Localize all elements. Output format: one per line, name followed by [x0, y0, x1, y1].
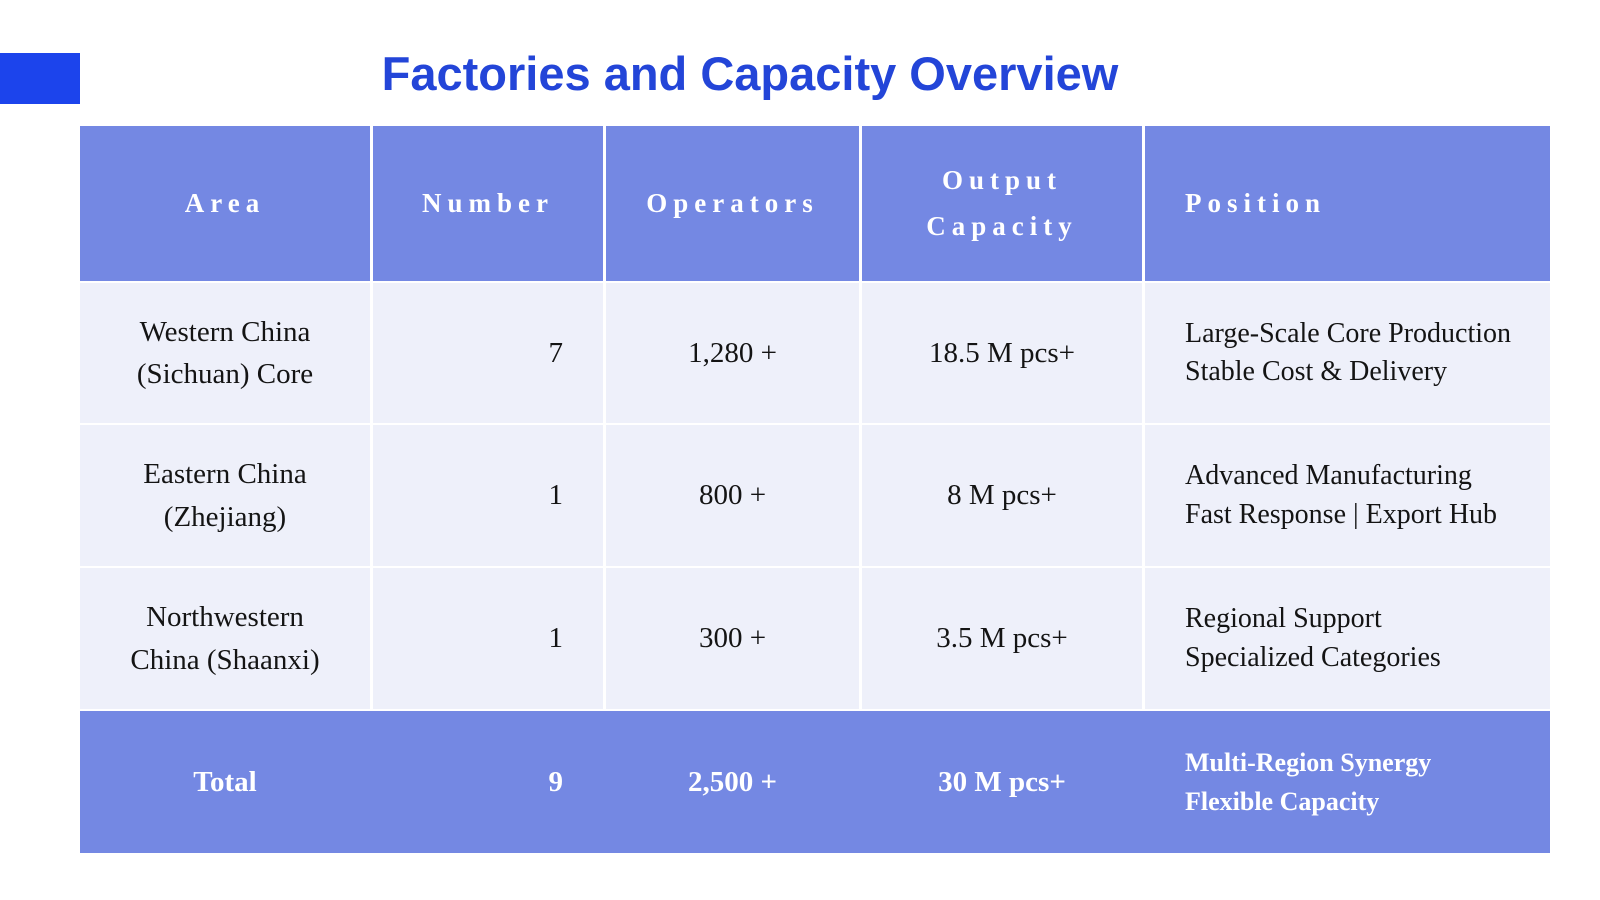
area-line-2: (Zhejiang): [163, 500, 287, 533]
position-line-1: Regional Support: [1185, 603, 1382, 635]
total-operators: 2,500 +: [687, 765, 778, 798]
area-line-1: Northwestern: [146, 601, 304, 634]
cell-number-eastern-china: 1: [373, 425, 603, 566]
area-line-2: (Sichuan) Core: [136, 358, 314, 390]
position-line-1: Large-Scale Core Production: [1185, 317, 1512, 349]
area-line-1: Western China: [139, 315, 311, 348]
column-header-number: Number: [373, 126, 603, 281]
position-line-2: Fast Response | Export Hub: [1185, 498, 1498, 530]
position-line-2: Stable Cost & Delivery: [1185, 356, 1448, 387]
cell-position-western-china: [1145, 283, 1550, 423]
column-header-position: Position: [1145, 126, 1550, 281]
cell-output-eastern-china: 8 M pcs+: [862, 425, 1142, 566]
cell-number-northwestern-china: 1: [373, 568, 603, 709]
cell-operators-northwestern-china: 300 +: [606, 568, 859, 709]
total-number: 9: [548, 765, 563, 798]
total-position-line-2: Flexible Capacity: [1185, 787, 1380, 816]
column-header-operators: Operators: [606, 126, 859, 281]
factories-capacity-table: [80, 126, 1550, 853]
total-position-line-1: Multi-Region Synergy: [1185, 748, 1432, 777]
cell-output-western-china: 18.5 M pcs+: [862, 283, 1142, 423]
cell-area-northwestern-china: [80, 568, 370, 709]
total-output: 30 M pcs+: [938, 765, 1066, 798]
position-line-1: Advanced Manufacturing: [1185, 460, 1472, 492]
area-line-1: Eastern China: [143, 458, 307, 491]
column-header-output-capacity: Output Capacity: [862, 126, 1142, 281]
cell-area-eastern-china: [80, 425, 370, 566]
total-label: Total: [193, 765, 257, 798]
cell-operators-eastern-china: 800 +: [606, 425, 859, 566]
table-total-row: [80, 711, 1550, 853]
cell-output-northwestern-china: 3.5 M pcs+: [862, 568, 1142, 709]
page-title: Factories and Capacity Overview: [381, 47, 1119, 100]
cell-operators-western-china: 1,280 +: [606, 283, 859, 423]
cell-area-western-china: [80, 283, 370, 423]
cell-position-northwestern-china: [1145, 568, 1550, 709]
column-header-area: Area: [80, 126, 370, 281]
cell-number-western-china: 7: [373, 283, 603, 423]
total-position: [1145, 711, 1550, 853]
position-line-2: Specialized Categories: [1185, 641, 1441, 673]
cell-position-eastern-china: [1145, 425, 1550, 566]
area-line-2: China (Shaanxi): [130, 643, 320, 676]
